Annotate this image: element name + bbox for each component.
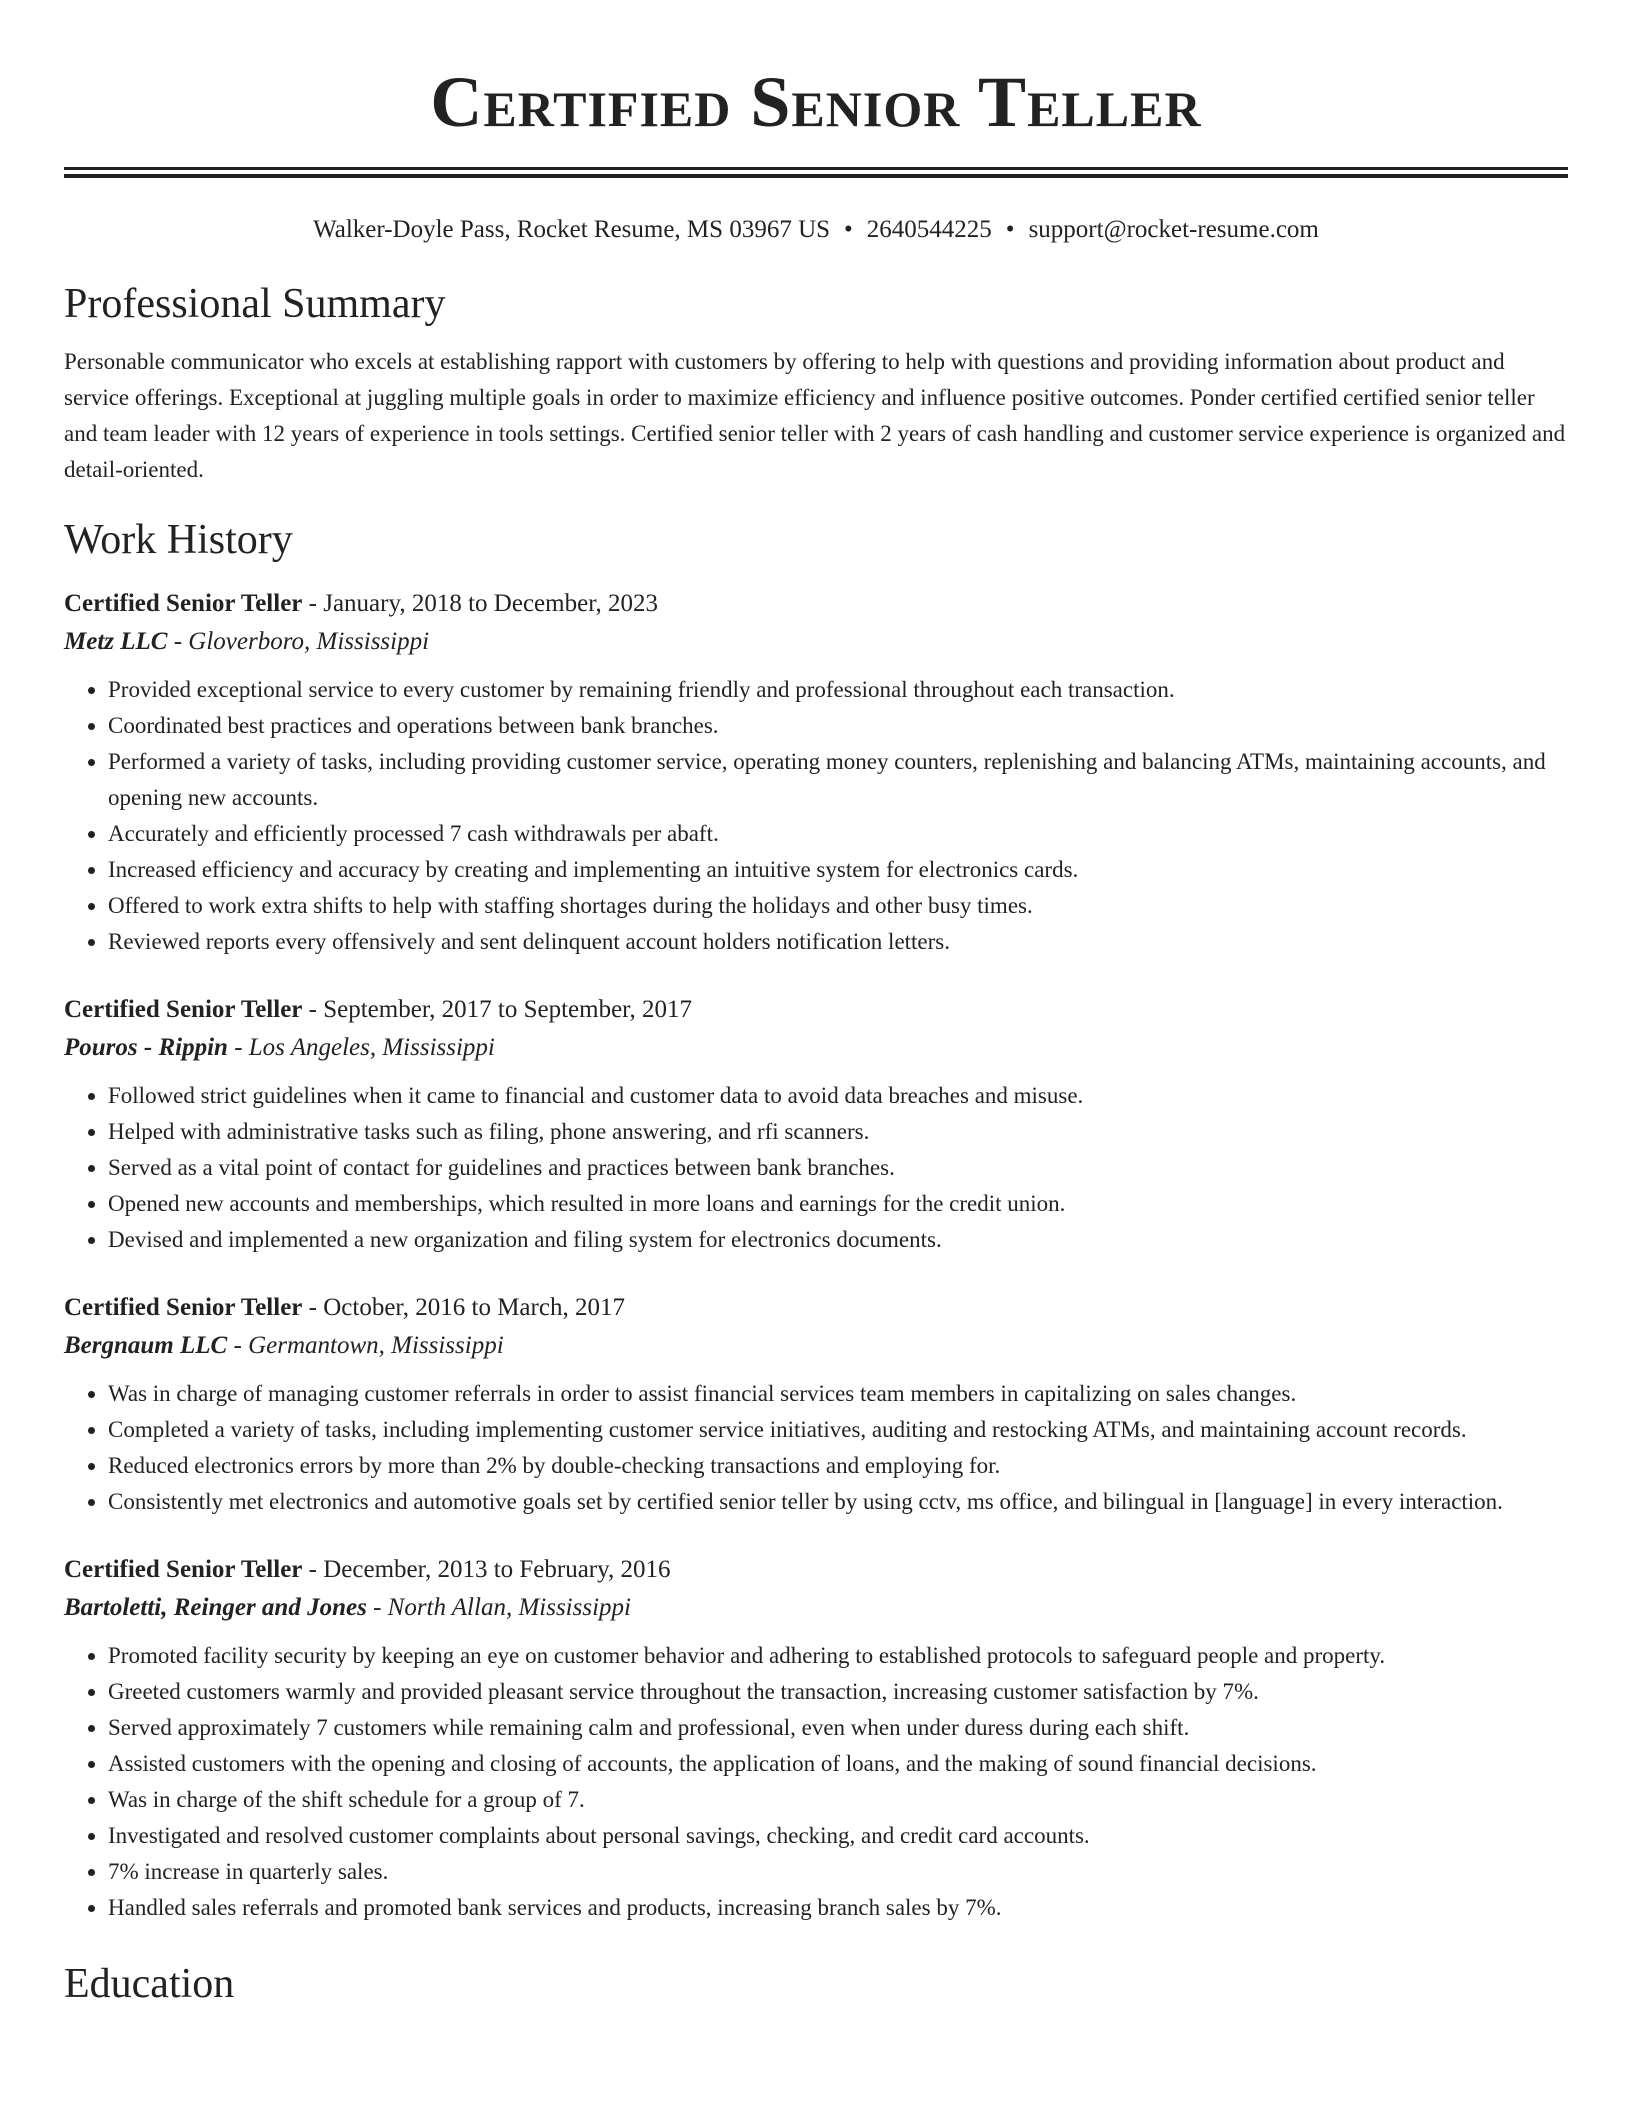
job-role: Certified Senior Teller — [64, 1294, 303, 1321]
job-bullet: • Reduced electronics errors by more than 2% by double-checking transactions and employing for. — [108, 1448, 1568, 1484]
job-bullet: • Reviewed reports every offensively and sent delinquent account holders notification letters. — [108, 924, 1568, 960]
job-entry — [64, 1552, 1568, 1926]
job-bullet: • Investigated and resolved customer complaints about personal savings, checking, and credit card accounts. — [108, 1818, 1568, 1854]
job-bullet: • Was in charge of managing customer referrals in order to assist financial services team members in capitalizing on sales changes. — [108, 1376, 1568, 1412]
job-location: Germantown, Mississippi — [248, 1332, 504, 1359]
contact-separator: • — [1005, 216, 1015, 243]
job-bullet: • Coordinated best practices and operations between bank branches. — [108, 708, 1568, 744]
resume-title: Certified Senior Teller — [430, 62, 1202, 142]
job-role: Certified Senior Teller — [64, 1556, 303, 1583]
job-bullet: • Opened new accounts and memberships, which resulted in more loans and earnings for the credit union. — [108, 1186, 1568, 1222]
job-header — [64, 586, 1568, 622]
job-dash: - — [167, 628, 189, 655]
job-bullets — [64, 1078, 1568, 1258]
job-dash: - — [227, 1034, 249, 1061]
contact-separator: • — [844, 216, 853, 243]
job-entry — [64, 586, 1568, 960]
job-bullets — [64, 1376, 1568, 1520]
job-bullets — [64, 1638, 1568, 1926]
job-bullet: • Performed a variety of tasks, including providing customer service, operating money counters, replenishing and balancing ATMs, maintaining accounts, and opening new accounts. — [108, 744, 1568, 816]
job-entry — [64, 1290, 1568, 1520]
job-bullet: • Provided exceptional service to every customer by remaining friendly and professional throughout each transaction. — [108, 672, 1568, 708]
job-bullet: • Was in charge of the shift schedule for a group of 7. — [108, 1782, 1568, 1818]
job-bullet: • Assisted customers with the opening and closing of accounts, the application of loans, and the making of sound financial decisions. — [108, 1746, 1568, 1782]
job-location: Gloverboro, Mississippi — [188, 628, 430, 655]
job-bullet: • Handled sales referrals and promoted bank services and products, increasing branch sales by 7%. — [108, 1890, 1568, 1926]
work-history-heading: Work History — [64, 517, 293, 563]
job-company-line — [64, 1326, 1568, 1366]
job-header — [64, 1552, 1568, 1588]
work-history-list — [64, 586, 1568, 1926]
job-dash: - — [366, 1594, 388, 1621]
job-dash: - — [227, 1332, 249, 1359]
job-dates: September, 2017 to September, 2017 — [323, 996, 692, 1023]
job-dash: - — [302, 996, 324, 1023]
job-dates: October, 2016 to March, 2017 — [323, 1294, 625, 1321]
contact-email[interactable]: support@rocket-resume.com — [1028, 216, 1319, 243]
job-dates: January, 2018 to December, 2023 — [323, 590, 659, 617]
job-dash: - — [302, 1294, 324, 1321]
job-bullet: • Followed strict guidelines when it came to financial and customer data to avoid data breaches and misuse. — [108, 1078, 1568, 1114]
contact-phone: 2640544225 — [866, 216, 992, 243]
job-company: Metz LLC — [64, 628, 168, 655]
job-bullet: • Accurately and efficiently processed 7 cash withdrawals per abaft. — [108, 816, 1568, 852]
job-role: Certified Senior Teller — [64, 590, 303, 617]
title-divider — [64, 167, 1568, 178]
job-bullet: • Promoted facility security by keeping an eye on customer behavior and adhering to established protocols to safeguard people and property. — [108, 1638, 1568, 1674]
job-dates: December, 2013 to February, 2016 — [323, 1556, 671, 1583]
job-bullet: • Completed a variety of tasks, including implementing customer service initiatives, auditing and restocking ATMs, and maintaining account records. — [108, 1412, 1568, 1448]
job-location: North Allan, Mississippi — [387, 1594, 631, 1621]
job-bullet: • Devised and implemented a new organization and filing system for electronics documents. — [108, 1222, 1568, 1258]
job-bullets — [64, 672, 1568, 960]
job-header — [64, 1290, 1568, 1326]
job-bullet: • Served as a vital point of contact for guidelines and practices between bank branches. — [108, 1150, 1568, 1186]
job-bullet: • Consistently met electronics and automotive goals set by certified senior teller by using cctv, ms office, and bilingual in [language] in every interaction. — [108, 1484, 1568, 1520]
job-bullet: • Increased efficiency and accuracy by creating and implementing an intuitive system for electronics cards. — [108, 852, 1568, 888]
job-company: Bergnaum LLC — [64, 1332, 228, 1359]
job-location: Los Angeles, Mississippi — [248, 1034, 495, 1061]
education-heading: Education — [64, 1961, 235, 2007]
job-bullet: • Offered to work extra shifts to help with staffing shortages during the holidays and other busy times. — [108, 888, 1568, 924]
summary-heading: Professional Summary — [64, 281, 446, 327]
job-bullet: • Served approximately 7 customers while remaining calm and professional, even when under duress during each shift. — [108, 1710, 1568, 1746]
contact-line — [64, 212, 1568, 248]
contact-address: Walker-Doyle Pass, Rocket Resume, MS 03967 US — [313, 216, 831, 243]
job-company-line — [64, 622, 1568, 662]
summary-text: Personable communicator who excels at establishing rapport with customers by offering to help with questions and providing information about product and service offerings. Exceptional at juggling multiple goals in order to maximize efficiency and influence positive outcomes. Ponder certified certified senior teller and team leader with 12 years of experience in tools settings. Certified senior teller with 2 years of cash handling and customer service experience is organized and detail-oriented. — [64, 349, 1566, 482]
job-company-line — [64, 1588, 1568, 1628]
job-role: Certified Senior Teller — [64, 996, 303, 1023]
job-bullet: • Greeted customers warmly and provided pleasant service throughout the transaction, increasing customer satisfaction by 7%. — [108, 1674, 1568, 1710]
job-dash: - — [302, 590, 324, 617]
job-company: Bartoletti, Reinger and Jones — [64, 1594, 367, 1621]
job-entry — [64, 992, 1568, 1258]
job-company: Pouros - Rippin — [64, 1034, 228, 1061]
job-bullet: • 7% increase in quarterly sales. — [108, 1854, 1568, 1890]
job-dash: - — [302, 1556, 324, 1583]
job-company-line — [64, 1028, 1568, 1068]
job-header — [64, 992, 1568, 1028]
job-bullet: • Helped with administrative tasks such as filing, phone answering, and rfi scanners. — [108, 1114, 1568, 1150]
